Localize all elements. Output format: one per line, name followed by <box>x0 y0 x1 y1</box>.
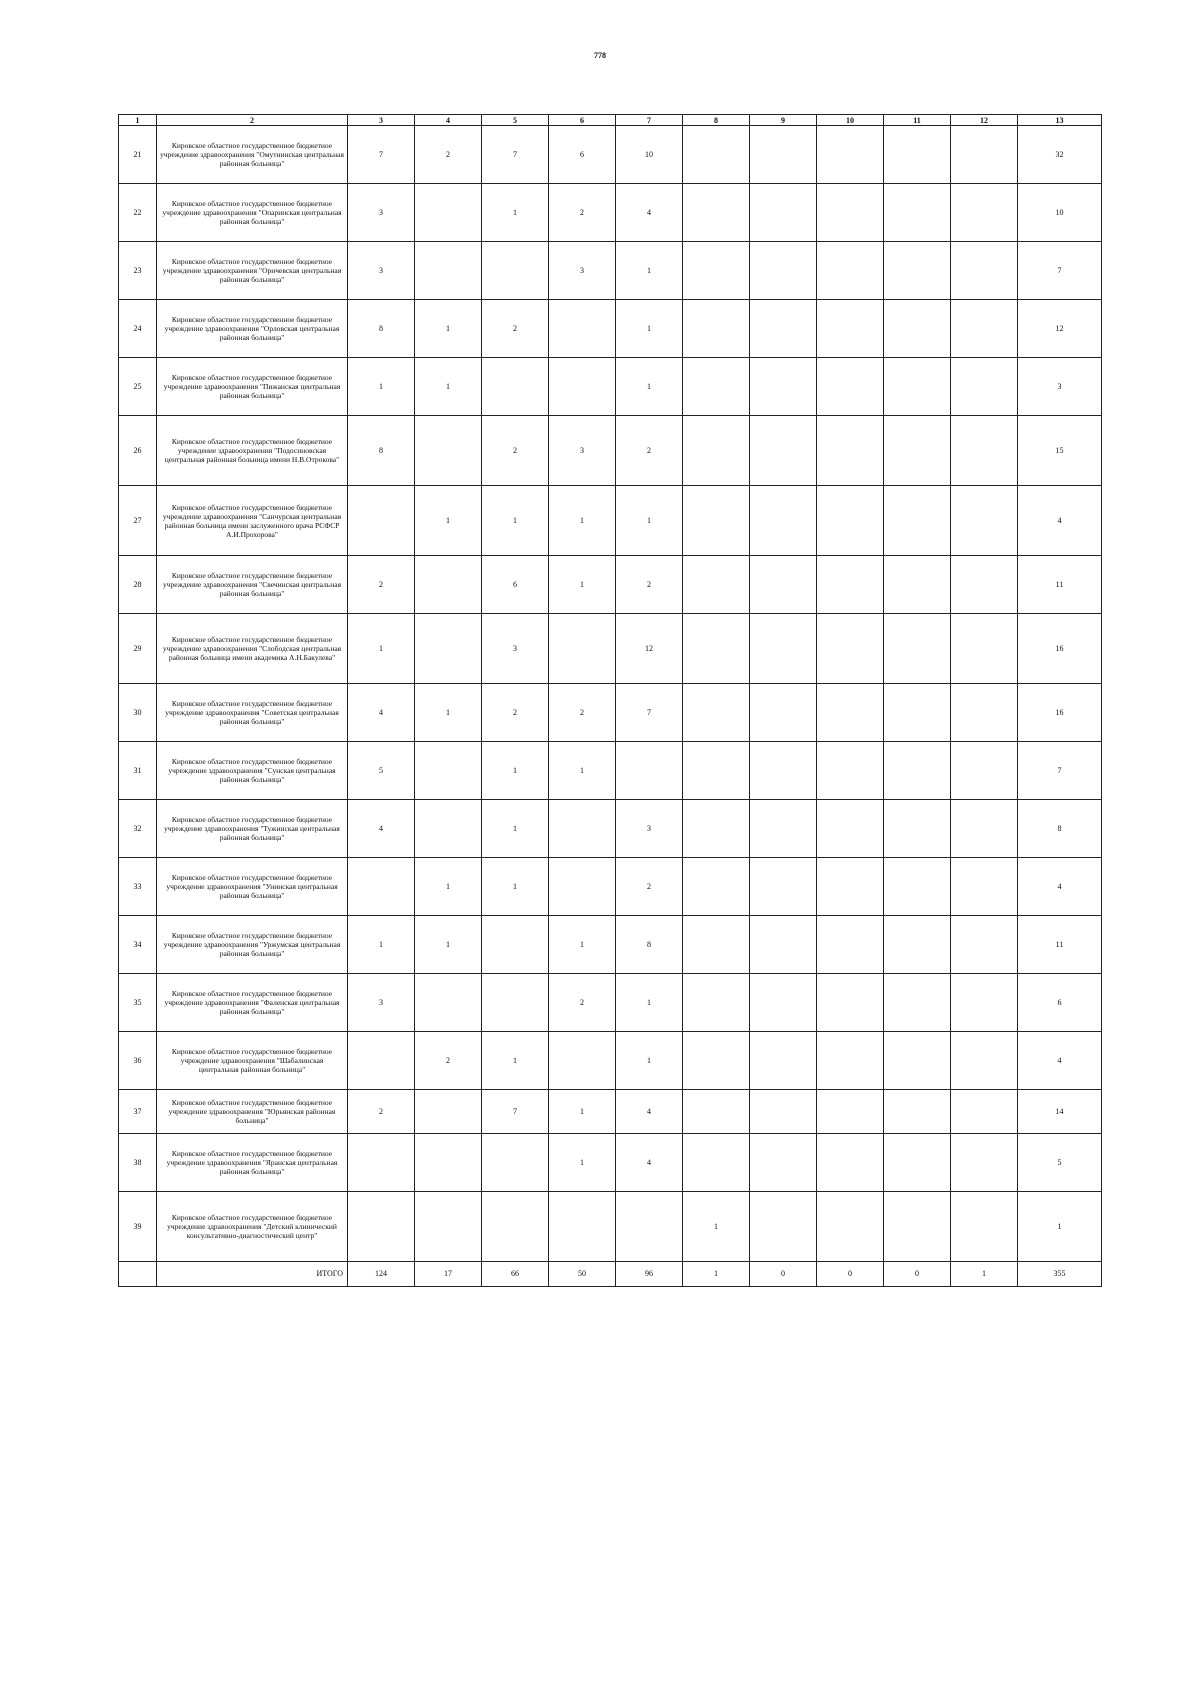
value-cell <box>750 300 817 358</box>
value-cell: 1 <box>1018 1192 1102 1262</box>
value-cell <box>951 486 1018 556</box>
value-cell <box>482 1134 549 1192</box>
value-cell: 4 <box>616 1134 683 1192</box>
row-number: 27 <box>119 486 157 556</box>
value-cell: 2 <box>549 974 616 1032</box>
row-number: 22 <box>119 184 157 242</box>
value-cell <box>415 1192 482 1262</box>
value-cell: 1 <box>549 486 616 556</box>
table-row <box>119 1032 1102 1090</box>
value-cell <box>817 1090 884 1134</box>
total-value-cell: 355 <box>1018 1262 1102 1287</box>
column-header: 3 <box>348 115 415 126</box>
value-cell <box>616 1192 683 1262</box>
value-cell <box>750 1090 817 1134</box>
value-cell: 1 <box>616 1032 683 1090</box>
institution-name: Кировское областное государственное бюджетное учреждение здравоохранения "Фаленская центральная районная больница" <box>157 974 348 1032</box>
value-cell <box>951 1192 1018 1262</box>
value-cell <box>683 916 750 974</box>
value-cell <box>817 184 884 242</box>
column-header: 2 <box>157 115 348 126</box>
value-cell: 3 <box>348 974 415 1032</box>
institution-name: Кировское областное государственное бюджетное учреждение здравоохранения "Уржумская центральная районная больница" <box>157 916 348 974</box>
total-value-cell: 1 <box>683 1262 750 1287</box>
value-cell <box>683 242 750 300</box>
value-cell <box>616 742 683 800</box>
value-cell <box>951 1032 1018 1090</box>
value-cell: 4 <box>616 1090 683 1134</box>
value-cell <box>884 974 951 1032</box>
value-cell <box>817 1192 884 1262</box>
value-cell <box>951 684 1018 742</box>
value-cell <box>683 974 750 1032</box>
value-cell <box>348 1032 415 1090</box>
value-cell <box>817 486 884 556</box>
institution-name: Кировское областное государственное бюджетное учреждение здравоохранения "Советская центральная районная больница" <box>157 684 348 742</box>
value-cell <box>683 184 750 242</box>
value-cell: 1 <box>482 800 549 858</box>
value-cell <box>884 126 951 184</box>
institution-name: Кировское областное государственное бюджетное учреждение здравоохранения "Омутнинская центральная районная больница" <box>157 126 348 184</box>
value-cell: 1 <box>415 684 482 742</box>
institution-name: Кировское областное государственное бюджетное учреждение здравоохранения "Оричевская центральная районная больница" <box>157 242 348 300</box>
value-cell <box>817 916 884 974</box>
value-cell <box>415 800 482 858</box>
value-cell <box>951 858 1018 916</box>
value-cell <box>951 242 1018 300</box>
value-cell: 2 <box>616 416 683 486</box>
table-row <box>119 184 1102 242</box>
value-cell <box>482 358 549 416</box>
table-row <box>119 486 1102 556</box>
row-number: 25 <box>119 358 157 416</box>
value-cell: 1 <box>482 858 549 916</box>
row-number: 23 <box>119 242 157 300</box>
value-cell <box>482 1192 549 1262</box>
value-cell: 1 <box>348 614 415 684</box>
institution-name: Кировское областное государственное бюджетное учреждение здравоохранения "Тужинская центральная районная больница" <box>157 800 348 858</box>
value-cell: 7 <box>1018 242 1102 300</box>
report-table <box>118 114 1102 1287</box>
value-cell <box>750 242 817 300</box>
value-cell: 2 <box>616 556 683 614</box>
value-cell <box>415 1090 482 1134</box>
institution-name: Кировское областное государственное бюджетное учреждение здравоохранения "Детский клинический консультативно-диагностический центр" <box>157 1192 348 1262</box>
value-cell <box>348 858 415 916</box>
value-cell <box>951 1090 1018 1134</box>
value-cell <box>348 486 415 556</box>
value-cell <box>482 242 549 300</box>
value-cell: 4 <box>348 800 415 858</box>
value-cell <box>683 300 750 358</box>
table-row <box>119 556 1102 614</box>
value-cell <box>884 1032 951 1090</box>
column-header: 4 <box>415 115 482 126</box>
value-cell: 2 <box>549 184 616 242</box>
value-cell <box>415 184 482 242</box>
value-cell <box>750 126 817 184</box>
row-number: 28 <box>119 556 157 614</box>
value-cell: 10 <box>616 126 683 184</box>
value-cell <box>817 800 884 858</box>
value-cell <box>884 858 951 916</box>
table-row <box>119 1134 1102 1192</box>
value-cell <box>683 486 750 556</box>
total-value-cell: 17 <box>415 1262 482 1287</box>
value-cell: 1 <box>549 916 616 974</box>
value-cell: 1 <box>415 858 482 916</box>
total-value-cell: 1 <box>951 1262 1018 1287</box>
value-cell: 2 <box>549 684 616 742</box>
value-cell <box>683 1134 750 1192</box>
value-cell <box>884 486 951 556</box>
value-cell <box>817 358 884 416</box>
value-cell <box>817 742 884 800</box>
value-cell: 6 <box>482 556 549 614</box>
column-header: 9 <box>750 115 817 126</box>
value-cell: 8 <box>616 916 683 974</box>
value-cell: 2 <box>415 126 482 184</box>
value-cell: 1 <box>482 1032 549 1090</box>
table-row <box>119 614 1102 684</box>
value-cell: 7 <box>1018 742 1102 800</box>
value-cell: 8 <box>348 300 415 358</box>
value-cell <box>683 742 750 800</box>
value-cell: 1 <box>482 486 549 556</box>
value-cell: 2 <box>482 416 549 486</box>
row-number: 36 <box>119 1032 157 1090</box>
value-cell: 1 <box>482 742 549 800</box>
value-cell: 15 <box>1018 416 1102 486</box>
value-cell: 4 <box>1018 1032 1102 1090</box>
value-cell: 8 <box>1018 800 1102 858</box>
value-cell: 1 <box>616 300 683 358</box>
value-cell: 1 <box>415 300 482 358</box>
value-cell <box>683 614 750 684</box>
value-cell: 2 <box>616 858 683 916</box>
value-cell: 16 <box>1018 614 1102 684</box>
value-cell: 2 <box>415 1032 482 1090</box>
row-number: 32 <box>119 800 157 858</box>
value-cell <box>549 858 616 916</box>
value-cell <box>884 684 951 742</box>
value-cell <box>951 358 1018 416</box>
value-cell <box>951 184 1018 242</box>
total-value-cell: 66 <box>482 1262 549 1287</box>
value-cell: 6 <box>549 126 616 184</box>
column-header: 11 <box>884 115 951 126</box>
value-cell: 10 <box>1018 184 1102 242</box>
value-cell <box>884 1134 951 1192</box>
value-cell: 4 <box>616 184 683 242</box>
table-row <box>119 300 1102 358</box>
value-cell <box>683 126 750 184</box>
column-header: 1 <box>119 115 157 126</box>
value-cell: 3 <box>549 416 616 486</box>
value-cell: 1 <box>415 916 482 974</box>
value-cell <box>817 684 884 742</box>
value-cell <box>884 1090 951 1134</box>
institution-name: Кировское областное государственное бюджетное учреждение здравоохранения "Опаринская центральная районная больница" <box>157 184 348 242</box>
row-number: 33 <box>119 858 157 916</box>
value-cell: 2 <box>348 556 415 614</box>
table-row <box>119 800 1102 858</box>
value-cell <box>750 974 817 1032</box>
value-cell <box>951 916 1018 974</box>
value-cell <box>884 556 951 614</box>
value-cell <box>750 858 817 916</box>
table-row <box>119 358 1102 416</box>
value-cell: 16 <box>1018 684 1102 742</box>
value-cell <box>817 858 884 916</box>
value-cell: 4 <box>1018 858 1102 916</box>
total-value-cell: 0 <box>750 1262 817 1287</box>
row-number: 34 <box>119 916 157 974</box>
value-cell: 4 <box>1018 486 1102 556</box>
institution-name: Кировское областное государственное бюджетное учреждение здравоохранения "Пижанская центральная районная больница" <box>157 358 348 416</box>
value-cell: 12 <box>1018 300 1102 358</box>
value-cell: 14 <box>1018 1090 1102 1134</box>
value-cell <box>750 916 817 974</box>
column-header: 12 <box>951 115 1018 126</box>
value-cell <box>549 1192 616 1262</box>
value-cell <box>951 742 1018 800</box>
value-cell <box>750 1032 817 1090</box>
table-body <box>119 126 1102 1287</box>
value-cell <box>884 242 951 300</box>
value-cell: 7 <box>482 126 549 184</box>
value-cell <box>951 974 1018 1032</box>
value-cell: 1 <box>549 742 616 800</box>
value-cell: 7 <box>616 684 683 742</box>
value-cell: 5 <box>1018 1134 1102 1192</box>
value-cell: 1 <box>616 358 683 416</box>
table-row <box>119 1090 1102 1134</box>
value-cell <box>817 126 884 184</box>
row-number: 37 <box>119 1090 157 1134</box>
value-cell <box>817 1032 884 1090</box>
table-row <box>119 974 1102 1032</box>
value-cell <box>951 614 1018 684</box>
value-cell: 1 <box>549 1134 616 1192</box>
value-cell <box>482 974 549 1032</box>
value-cell <box>951 800 1018 858</box>
total-label: ИТОГО <box>157 1262 348 1287</box>
value-cell <box>817 416 884 486</box>
total-row <box>119 1262 1102 1287</box>
value-cell <box>415 742 482 800</box>
value-cell: 2 <box>482 300 549 358</box>
value-cell <box>817 556 884 614</box>
value-cell <box>817 1134 884 1192</box>
total-value-cell: 0 <box>817 1262 884 1287</box>
value-cell <box>683 1032 750 1090</box>
table-row <box>119 742 1102 800</box>
value-cell: 7 <box>482 1090 549 1134</box>
value-cell: 1 <box>549 556 616 614</box>
value-cell: 8 <box>348 416 415 486</box>
institution-name: Кировское областное государственное бюджетное учреждение здравоохранения "Унинская центральная районная больница" <box>157 858 348 916</box>
value-cell: 32 <box>1018 126 1102 184</box>
table-row <box>119 1192 1102 1262</box>
institution-name: Кировское областное государственное бюджетное учреждение здравоохранения "Подосиновская центральная районная больница имени Н.В.Отрокова" <box>157 416 348 486</box>
value-cell <box>884 358 951 416</box>
row-number: 35 <box>119 974 157 1032</box>
column-header: 10 <box>817 115 884 126</box>
column-header: 13 <box>1018 115 1102 126</box>
value-cell <box>750 358 817 416</box>
value-cell <box>683 1090 750 1134</box>
row-number: 31 <box>119 742 157 800</box>
value-cell <box>817 242 884 300</box>
value-cell <box>683 800 750 858</box>
institution-name: Кировское областное государственное бюджетное учреждение здравоохранения "Орловская центральная районная больница" <box>157 300 348 358</box>
value-cell <box>549 800 616 858</box>
value-cell <box>549 300 616 358</box>
total-value-cell: 50 <box>549 1262 616 1287</box>
value-cell <box>750 800 817 858</box>
value-cell <box>884 800 951 858</box>
value-cell <box>817 614 884 684</box>
institution-name: Кировское областное государственное бюджетное учреждение здравоохранения "Сунская центральная районная больница" <box>157 742 348 800</box>
value-cell: 1 <box>415 486 482 556</box>
value-cell <box>415 1134 482 1192</box>
column-header: 5 <box>482 115 549 126</box>
header-row <box>119 115 1102 126</box>
value-cell: 4 <box>348 684 415 742</box>
value-cell: 1 <box>616 242 683 300</box>
value-cell: 1 <box>549 1090 616 1134</box>
value-cell <box>951 300 1018 358</box>
value-cell <box>750 614 817 684</box>
value-cell: 3 <box>616 800 683 858</box>
column-header: 6 <box>549 115 616 126</box>
value-cell <box>415 242 482 300</box>
table-row <box>119 684 1102 742</box>
table-row <box>119 416 1102 486</box>
row-number: 21 <box>119 126 157 184</box>
value-cell <box>750 184 817 242</box>
table-row <box>119 126 1102 184</box>
value-cell: 1 <box>348 358 415 416</box>
value-cell <box>683 416 750 486</box>
value-cell: 1 <box>683 1192 750 1262</box>
value-cell: 3 <box>1018 358 1102 416</box>
value-cell: 6 <box>1018 974 1102 1032</box>
value-cell: 1 <box>415 358 482 416</box>
row-number: 29 <box>119 614 157 684</box>
value-cell <box>951 556 1018 614</box>
row-number: 26 <box>119 416 157 486</box>
value-cell <box>415 416 482 486</box>
institution-name: Кировское областное государственное бюджетное учреждение здравоохранения "Юрьянская районная больница" <box>157 1090 348 1134</box>
value-cell <box>750 1192 817 1262</box>
value-cell <box>549 614 616 684</box>
value-cell: 11 <box>1018 556 1102 614</box>
value-cell <box>750 486 817 556</box>
row-number: 30 <box>119 684 157 742</box>
value-cell <box>884 614 951 684</box>
value-cell <box>683 556 750 614</box>
row-number: 39 <box>119 1192 157 1262</box>
value-cell: 1 <box>482 184 549 242</box>
value-cell <box>683 684 750 742</box>
table-row <box>119 242 1102 300</box>
value-cell: 2 <box>348 1090 415 1134</box>
value-cell <box>683 858 750 916</box>
value-cell <box>348 1134 415 1192</box>
institution-name: Кировское областное государственное бюджетное учреждение здравоохранения "Санчурская центральная районная больница имени заслуженного врача РСФСР А.И.Прохорова" <box>157 486 348 556</box>
value-cell <box>750 416 817 486</box>
value-cell <box>750 742 817 800</box>
value-cell <box>415 614 482 684</box>
value-cell: 3 <box>348 242 415 300</box>
value-cell: 5 <box>348 742 415 800</box>
value-cell <box>415 974 482 1032</box>
value-cell: 7 <box>348 126 415 184</box>
total-value-cell: 124 <box>348 1262 415 1287</box>
column-header: 8 <box>683 115 750 126</box>
institution-name: Кировское областное государственное бюджетное учреждение здравоохранения "Свечинская центральная районная больница" <box>157 556 348 614</box>
value-cell: 3 <box>348 184 415 242</box>
institution-name: Кировское областное государственное бюджетное учреждение здравоохранения "Шабалинская центральная районная больница" <box>157 1032 348 1090</box>
value-cell <box>348 1192 415 1262</box>
value-cell <box>951 1134 1018 1192</box>
value-cell <box>884 416 951 486</box>
institution-name: Кировское областное государственное бюджетное учреждение здравоохранения "Слободская центральная районная больница имени академика А.Н.Бакулева" <box>157 614 348 684</box>
value-cell <box>817 300 884 358</box>
value-cell <box>683 358 750 416</box>
value-cell: 1 <box>616 974 683 1032</box>
table-row <box>119 858 1102 916</box>
row-number: 38 <box>119 1134 157 1192</box>
value-cell <box>884 916 951 974</box>
column-header: 7 <box>616 115 683 126</box>
value-cell: 12 <box>616 614 683 684</box>
empty-cell <box>119 1262 157 1287</box>
page-number: 778 <box>594 51 606 60</box>
institution-name: Кировское областное государственное бюджетное учреждение здравоохранения "Яранская центральная районная больница" <box>157 1134 348 1192</box>
value-cell <box>750 684 817 742</box>
value-cell: 11 <box>1018 916 1102 974</box>
value-cell <box>549 358 616 416</box>
value-cell <box>884 1192 951 1262</box>
value-cell <box>884 300 951 358</box>
value-cell: 3 <box>549 242 616 300</box>
value-cell: 2 <box>482 684 549 742</box>
value-cell: 1 <box>348 916 415 974</box>
value-cell <box>951 126 1018 184</box>
value-cell <box>884 184 951 242</box>
row-number: 24 <box>119 300 157 358</box>
value-cell <box>884 742 951 800</box>
value-cell <box>817 974 884 1032</box>
value-cell <box>951 416 1018 486</box>
value-cell: 3 <box>482 614 549 684</box>
value-cell <box>415 556 482 614</box>
total-value-cell: 96 <box>616 1262 683 1287</box>
value-cell <box>549 1032 616 1090</box>
table-row <box>119 916 1102 974</box>
value-cell <box>750 1134 817 1192</box>
value-cell <box>750 556 817 614</box>
value-cell <box>482 916 549 974</box>
total-value-cell: 0 <box>884 1262 951 1287</box>
value-cell: 1 <box>616 486 683 556</box>
